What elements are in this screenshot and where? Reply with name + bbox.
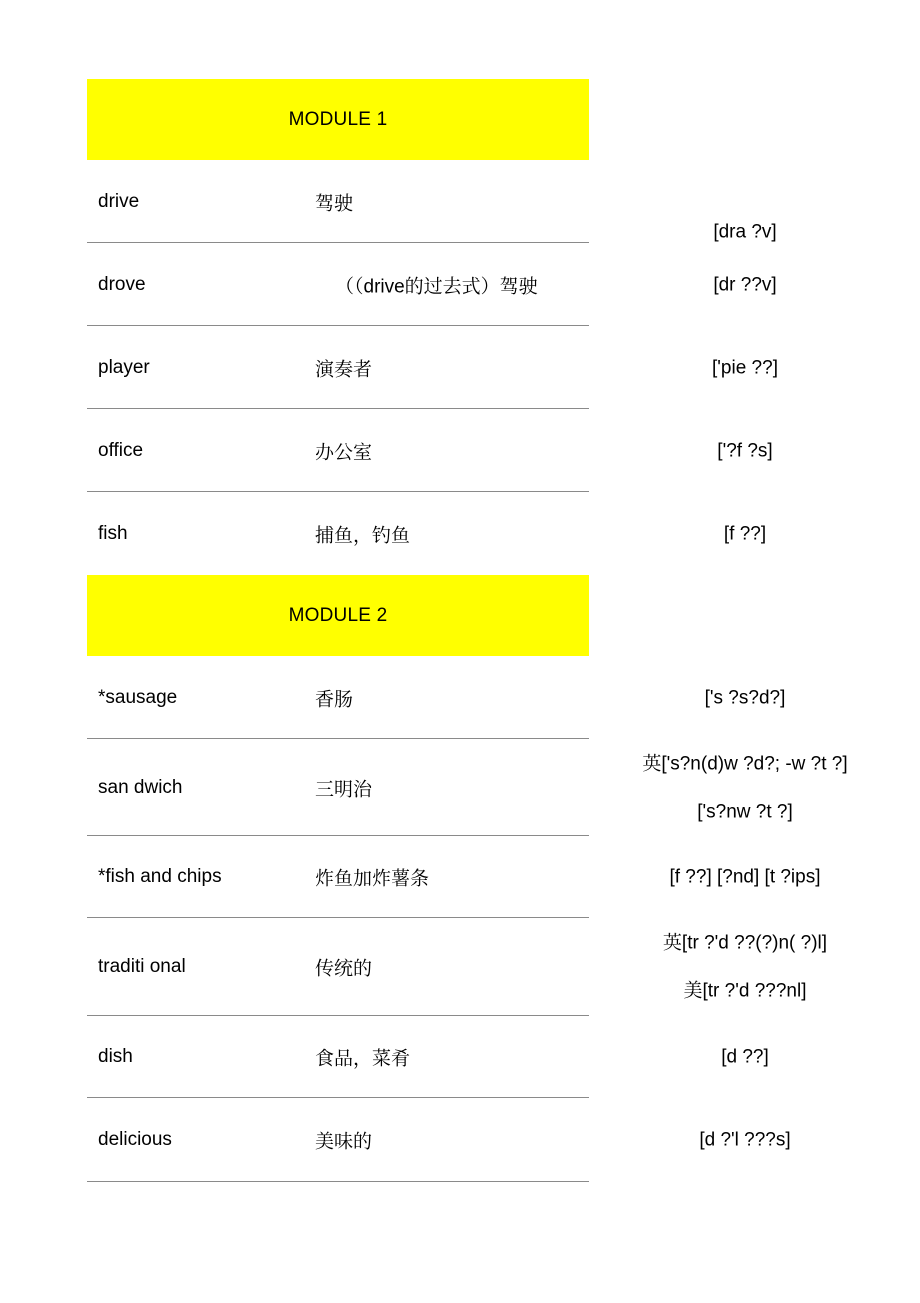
vocab-phonetic: [617, 930, 873, 1005]
vocab-word: drive: [98, 190, 140, 212]
vocab-word: traditi onal: [98, 956, 186, 977]
phonetic-line: ['s ?s?d?]: [704, 687, 786, 708]
vocab-row: [87, 836, 877, 918]
vocab-phonetic: [617, 218, 873, 245]
vocab-phonetic: [617, 437, 873, 464]
phonetic-line: ['pie ??]: [712, 357, 778, 378]
vocab-word: *fish and chips: [98, 866, 222, 887]
vocab-phonetic: [617, 1127, 873, 1154]
module-header: MODULE 1: [87, 79, 589, 160]
vocab-meaning: 美味的: [315, 1131, 373, 1153]
vocab-meaning: 炸鱼加炸薯条: [315, 868, 430, 890]
vocab-phonetic: [617, 684, 873, 711]
vocab-meaning: 捕鱼，钓鱼: [315, 525, 411, 546]
vocab-word: *sausage: [98, 686, 178, 708]
vocab-meaning: 驾驶: [315, 193, 354, 214]
vocab-word: fish: [98, 522, 128, 544]
phonetic-line: [dra ?v]: [713, 221, 777, 242]
vocab-phonetic: [617, 271, 873, 298]
vocab-meaning: （（drive的过去式）驾驶: [335, 276, 538, 297]
vocab-row: [87, 492, 877, 575]
phonetic-line: 英[tr ?'d ??(?)n( ?)l]: [662, 932, 828, 954]
vocab-row: [87, 656, 877, 739]
vocabulary-sheet: [87, 79, 877, 1182]
vocab-phonetic: [617, 1044, 873, 1071]
vocab-word: drove: [98, 273, 146, 295]
vocab-row: [87, 918, 877, 1016]
vocab-phonetic: [617, 750, 873, 825]
vocab-word: office: [98, 439, 144, 461]
vocab-meaning: 传统的: [315, 958, 373, 980]
phonetic-line: [d ??]: [721, 1046, 769, 1068]
vocab-word: dish: [98, 1046, 133, 1067]
phonetic-line: [f ??]: [723, 523, 767, 544]
vocab-word: delicious: [98, 1129, 172, 1150]
row-divider: [87, 1181, 589, 1182]
vocab-phonetic: [617, 354, 873, 381]
vocab-row: [87, 1098, 877, 1182]
vocab-row: [87, 243, 877, 326]
phonetic-line: ['s?nw ?t ?]: [697, 801, 793, 822]
vocab-row: [87, 1016, 877, 1098]
vocab-meaning: 演奏者: [315, 359, 373, 380]
vocab-word: san dwich: [98, 776, 183, 798]
vocab-meaning: 食品，菜肴: [315, 1048, 411, 1070]
module-header: MODULE 2: [87, 575, 589, 656]
vocab-word: player: [98, 356, 150, 378]
vocab-row: [87, 160, 877, 243]
phonetic-line: [dr ??v]: [713, 274, 777, 295]
phonetic-line: 美[tr ?'d ???nl]: [683, 980, 807, 1002]
phonetic-line: ['?f ?s]: [717, 440, 773, 461]
vocab-row: [87, 409, 877, 492]
vocab-meaning: 三明治: [315, 779, 373, 800]
vocab-phonetic: [617, 864, 873, 891]
vocab-row: [87, 739, 877, 836]
phonetic-line: [d ?'l ???s]: [699, 1129, 791, 1151]
vocab-meaning: 办公室: [315, 442, 373, 463]
phonetic-line: [f ??] [?nd] [t ?ips]: [669, 866, 821, 888]
phonetic-line: 英['s?n(d)w ?d?; -w ?t ?]: [642, 753, 848, 774]
vocab-row: [87, 326, 877, 409]
vocab-meaning: 香肠: [315, 689, 354, 710]
vocab-phonetic: [617, 520, 873, 547]
